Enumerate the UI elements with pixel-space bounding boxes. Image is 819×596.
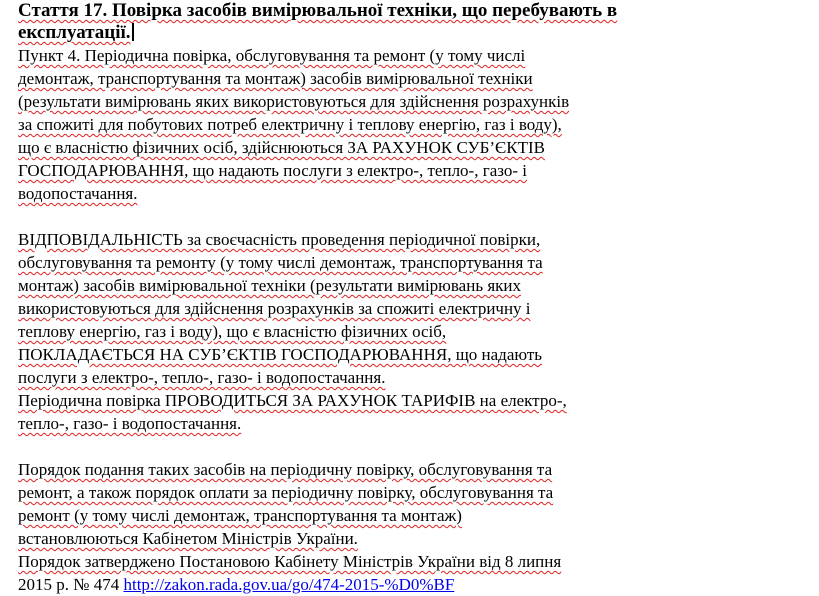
p1-line: за спожиті для побутових потреб електричну і теплову енергію, газ і воду),: [18, 115, 562, 134]
paragraph-2: [18, 228, 658, 435]
p1-line: водопостачання.: [18, 184, 138, 203]
p2-line: ВІДПОВІДАЛЬНІСТЬ за своєчасність проведення періодичної повірки,: [18, 230, 541, 249]
paragraph-spacer: [18, 435, 658, 458]
p2-line: обслуговування та ремонту (у тому числі демонтаж, транспортування та: [18, 253, 543, 272]
p2-line: послуги з електро-, тепло-, газо- і водопостачання.: [18, 368, 386, 387]
p3-line: Порядок затверджено Постановою Кабінету Міністрів України від 8 липня: [18, 552, 562, 571]
p2-line: використовуються для здійснення розрахунків за спожиті електричну і: [18, 299, 531, 318]
p2-line: теплову енергію, газ і воду), що є власністю фізичних осіб,: [18, 322, 447, 341]
p1-line: Пункт 4. Періодична повірка, обслуговування та ремонт (у тому числі: [18, 46, 526, 65]
p1-line: ГОСПОДАРЮВАННЯ, що надають послуги з електро-, тепло-, газо- і: [18, 161, 527, 180]
p1-line: що є власністю фізичних осіб, здійснюються ЗА РАХУНОК СУБ’ЄКТІВ: [18, 138, 545, 157]
p2-line: ПОКЛАДАЄТЬСЯ НА СУБ’ЄКТІВ ГОСПОДАРЮВАННЯ, що надають: [18, 345, 543, 364]
p3-line: Порядок подання таких засобів на періодичну повірку, обслуговування та: [18, 460, 553, 479]
p3-line: ремонт (у тому числі демонтаж, транспортування та монтаж): [18, 506, 462, 525]
p3-line: ремонт, а також порядок оплати за періодичну повірку, обслуговування та: [18, 483, 554, 502]
p2-line: тепло-, газо- і водопостачання.: [18, 414, 242, 433]
text-cursor: [132, 23, 134, 41]
p2-line: Періодична повірка ПРОВОДИТЬСЯ ЗА РАХУНОК ТАРИФІВ на електро-,: [18, 391, 567, 410]
heading-line-1: Стаття 17. Повірка засобів вимірювальної техніки, що перебувають в: [18, 0, 618, 21]
paragraph-3: [18, 458, 658, 596]
p1-line: (результати вимірювань яких використовуються для здійснення розрахунків: [18, 92, 570, 111]
paragraph-spacer: [18, 205, 658, 228]
heading-line-2: експлуатації.: [18, 22, 131, 43]
article-heading: [18, 0, 658, 44]
document-page: [18, 0, 658, 596]
p3-line: встановлюються Кабінетом Міністрів України.: [18, 529, 358, 548]
p2-line: монтаж) засобів вимірювальної техніки (результати вимірювань яких: [18, 276, 522, 295]
zakon-link[interactable]: http://zakon.rada.gov.ua/go/474-2015-%D0%BF: [123, 575, 455, 594]
paragraph-1: [18, 44, 658, 205]
last-line-prefix: 2015 р. № 474: [18, 575, 124, 594]
p1-line: демонтаж, транспортування та монтаж) засобів вимірювальної техніки: [18, 69, 533, 88]
